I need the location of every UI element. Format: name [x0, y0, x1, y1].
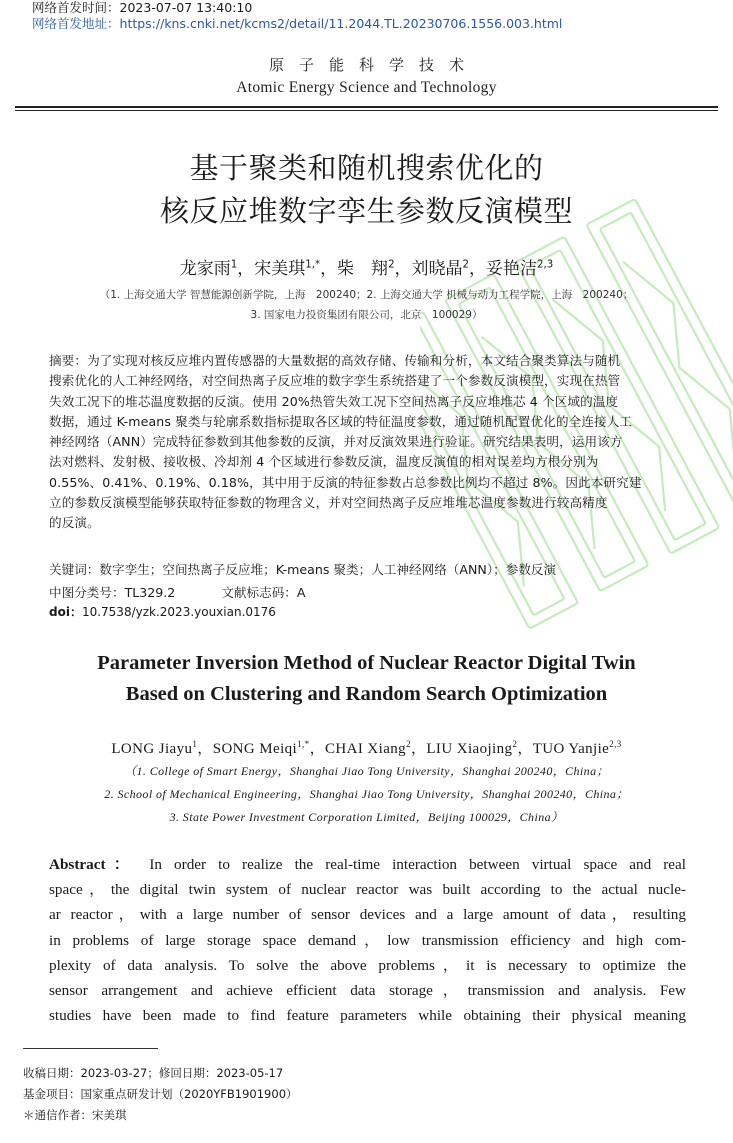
abstract-en-line: in problems of large storage space demand，low transmission efficiency and high com-	[49, 931, 686, 949]
affiliation-en-line3: 3. State Power Investment Corporation Limited，Beijing 100029，China）	[169, 810, 564, 824]
abstract-cn-line: 失效工况下的堆芯温度数据的反演。使用 20%热管失效工况下空间热离子反应堆堆芯 4 个区域的温度	[49, 393, 619, 409]
author-en-sup: 2	[512, 739, 518, 749]
doi-value[interactable]: 10.7538/yzk.2023.youxian.0176	[81, 605, 276, 619]
publish-url-label: 网络首发地址：	[32, 16, 120, 31]
title-en-line2: Based on Clustering and Random Search Optimization	[125, 683, 608, 705]
author-en: LONG Jiayu	[111, 741, 193, 757]
classification-line	[49, 582, 306, 601]
abstract-en-line: plexity of data analysis. To solve the above problems，it is necessary to optimize the	[49, 956, 686, 974]
affiliation-cn-line2: 3. 国家电力投资集团有限公司，北京 100029）	[250, 309, 483, 321]
authors-en	[0, 737, 733, 758]
abstract-cn-line: 神经网络（ANN）完成特征参数到其他参数的反演，并对反演效果进行验证。研究结果表明，运用该方	[49, 434, 623, 450]
clc-value: TL329.2	[124, 585, 176, 600]
author-cn-sup: 1	[230, 259, 238, 271]
abstract-en-label: Abstract：	[49, 856, 138, 873]
abstract-cn-line: 摘要：为了实现对核反应堆内置传感器的大量数据的高效存储、传输和分析，本文结合聚类算法与随机	[49, 353, 621, 368]
author-en: ，TUO Yanjie	[517, 741, 610, 757]
abstract-cn-line: 数据，通过 K-means 聚类与轮廓系数指标提取各区域的特征温度参数，通过随机配置优化的全连接人工	[49, 413, 633, 429]
title-cn-line2: 核反应堆数字孪生参数反演模型	[159, 194, 573, 228]
abstract-cn-line: 0.55%、0.41%、0.19%、0.18%，其中用于反演的特征参数占总参数比例均不超过 8%。因此本研究建	[49, 474, 642, 490]
author-cn-sup: 2	[462, 259, 470, 271]
author-en: ，LIU Xiaojing	[410, 741, 513, 757]
author-en: ，CHAI Xiang	[309, 741, 407, 757]
doc-code-label: 文献标志码：	[221, 585, 297, 600]
author-en-sup: 1,*	[297, 739, 310, 749]
author-cn-sup: 2	[388, 259, 395, 271]
abstract-en	[49, 852, 686, 1028]
abstract-cn-line: 立的参数反演模型能够获取特征参数的物理含义，并对空间热离子反应堆堆芯温度参数进行较高精度	[49, 495, 608, 511]
author-cn: ，宋美琪	[237, 259, 306, 279]
author-en-sup: 1	[192, 739, 198, 749]
title-en-line1: Parameter Inversion Method of Nuclear Reactor Digital Twin	[97, 652, 636, 674]
footnote-fund: 基金项目：国家重点研发计划（2020YFB1901900）	[23, 1087, 298, 1101]
author-cn: ，刘晓晶	[394, 259, 463, 279]
publish-time-label: 网络首发时间：	[32, 0, 120, 15]
abstract-en-line: studies have been made to find feature parameters while obtaining their physical meaning	[49, 1007, 686, 1025]
keywords-cn: 关键词：数字孪生；空间热离子反应堆；K-means 聚类；人工神经网络（ANN）；参数反演	[49, 562, 557, 577]
footnote-corresponding: ＊通信作者：宋美琪	[23, 1108, 127, 1122]
affiliation-en-line2: 2. School of Mechanical Engineering，Shanghai Jiao Tong University，Shanghai 200240，China；	[104, 787, 629, 801]
title-cn-line1: 基于聚类和随机搜索优化的	[189, 151, 544, 185]
author-en: ，SONG Meiqi	[197, 741, 298, 757]
author-en-sup: 2,3	[609, 739, 622, 749]
author-cn-sup: 1,*	[305, 259, 321, 271]
affiliation-en-line1: （1. College of Smart Energy，Shanghai Jiao Tong University，Shanghai 200240，China；	[124, 764, 609, 778]
journal-name-en: Atomic Energy Science and Technology	[236, 79, 497, 96]
abstract-cn-line: 搜索优化的人工神经网络，对空间热离子反应堆的数字孪生系统搭建了一个参数反演模型，实现在热管	[49, 373, 621, 389]
header-divider-thick	[15, 106, 718, 108]
publish-time-line	[32, 0, 252, 16]
journal-name-cn: 原子能科学技术	[268, 56, 479, 74]
abstract-en-line: ar reactor，with a large number of sensor devices and a large amount of data，resulting	[49, 906, 686, 924]
author-en-sup: 2	[406, 739, 411, 749]
doc-code-value: A	[296, 585, 306, 600]
publish-url-line	[32, 16, 562, 32]
abstract-en-line: space，the digital twin system of nuclear reactor was built according to the actual nucle-	[49, 881, 686, 899]
affiliation-cn-line1: （1. 上海交通大学 智慧能源创新学院，上海 200240；2. 上海交通大学 机械与动力工程学院，上海 200240；	[99, 289, 634, 301]
footnote-dates: 收稿日期：2023-03-27；修回日期：2023-05-17	[23, 1066, 284, 1080]
publish-time-value: 2023-07-07 13:40:10	[119, 0, 253, 15]
author-cn-sup: 2,3	[537, 259, 554, 271]
author-cn: 龙家雨	[179, 259, 231, 279]
footnote-divider	[23, 1048, 158, 1049]
author-cn: ，妥艳洁	[469, 259, 538, 279]
abstract-en-text: In order to realize the real-time interaction between virtual space and real	[149, 856, 686, 873]
abstract-cn-line: 法对燃料、发射极、接收极、冷却剂 4 个区域进行参数反演，温度反演值的相对误差均方根分别为	[49, 454, 599, 470]
abstract-en-line: sensor arrangement and achieve efficient data storage，transmission and analysis. Few	[49, 981, 686, 999]
doi-label: doi：	[49, 605, 82, 619]
abstract-cn	[49, 351, 642, 534]
doi-line	[49, 603, 276, 620]
authors-cn	[0, 254, 733, 279]
header-divider-thin	[15, 110, 718, 111]
publish-url-link[interactable]: https://kns.cnki.net/kcms2/detail/11.2044.TL.20230706.1556.003.html	[119, 16, 563, 31]
abstract-en-line	[49, 852, 686, 877]
clc-label: 中图分类号：	[49, 585, 125, 600]
abstract-cn-line: 的反演。	[49, 515, 100, 531]
author-cn: ，柴 翔	[320, 259, 389, 279]
